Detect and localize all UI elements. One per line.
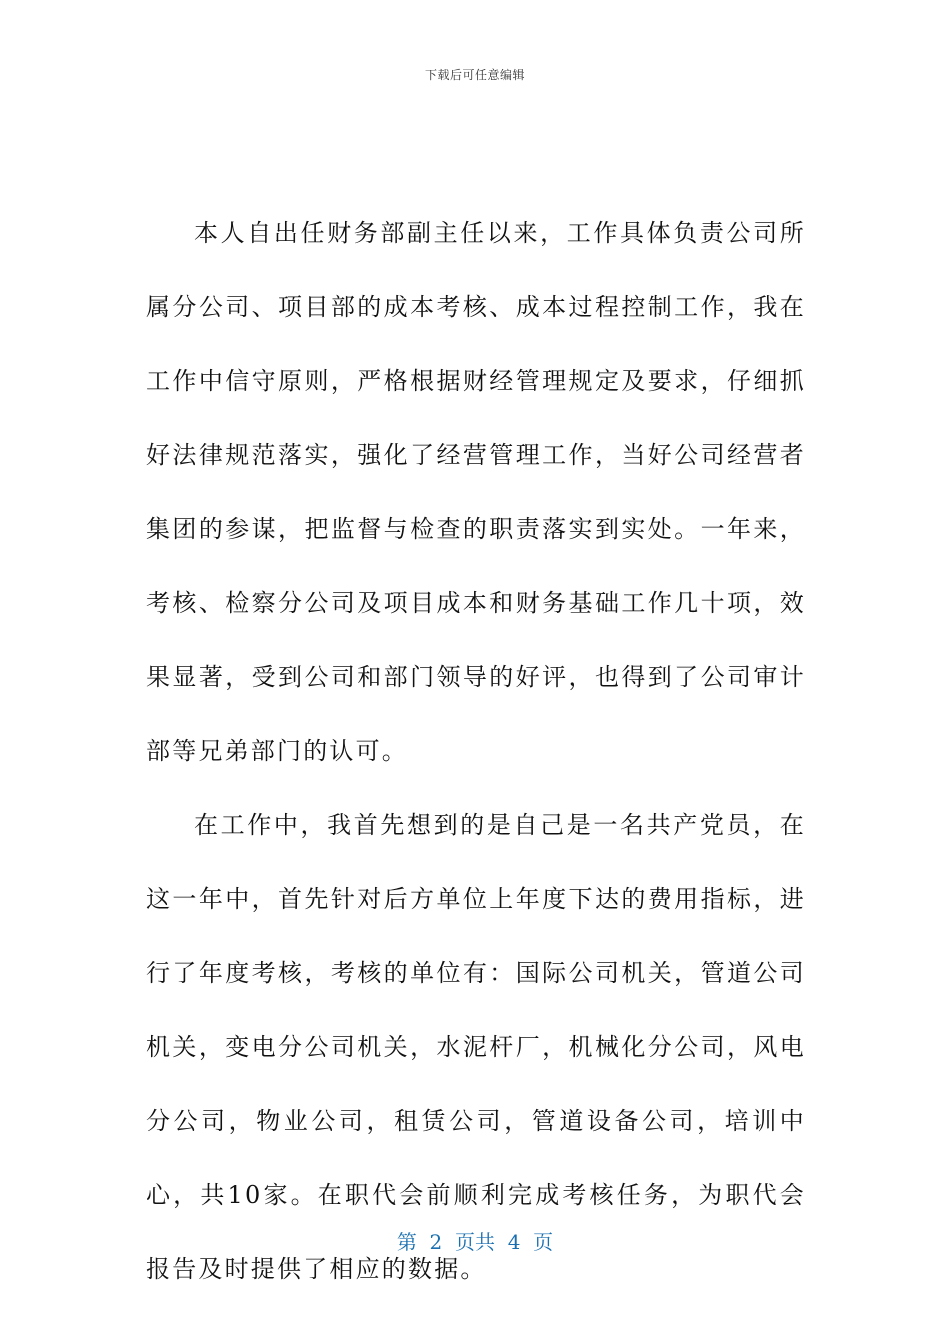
page-header: 下载后可任意编辑: [424, 68, 525, 82]
page-number: 第 2 页共 4 页: [396, 1230, 554, 1254]
document-body: [146, 196, 806, 1306]
paragraph-2: 在工作中，我首先想到的是自己是一名共产党员，在这一年中，首先针对后方单位上年度下达的费用指标，进行了年度考核，考核的单位有：国际公司机关，管道公司机关，变电分公司机关，水泥杆厂，机械化分公司，风电分公司，物业公司，租赁公司，管道设备公司，培训中心，共10家。在职代会前顺利完成考核任务，为职代会报告及时提供了相应的数据。: [146, 811, 806, 1283]
paragraph-1: 本人自出任财务部副主任以来，工作具体负责公司所属分公司、项目部的成本考核、成本过程控制工作，我在工作中信守原则，严格根据财经管理规定及要求，仔细抓好法律规范落实，强化了经营管理工作，当好公司经营者集团的参谋，把监督与检查的职责落实到实处。一年来，考核、检察分公司及项目成本和财务基础工作几十项，效果显著，受到公司和部门领导的好评，也得到了公司审计部等兄弟部门的认可。: [146, 219, 806, 765]
